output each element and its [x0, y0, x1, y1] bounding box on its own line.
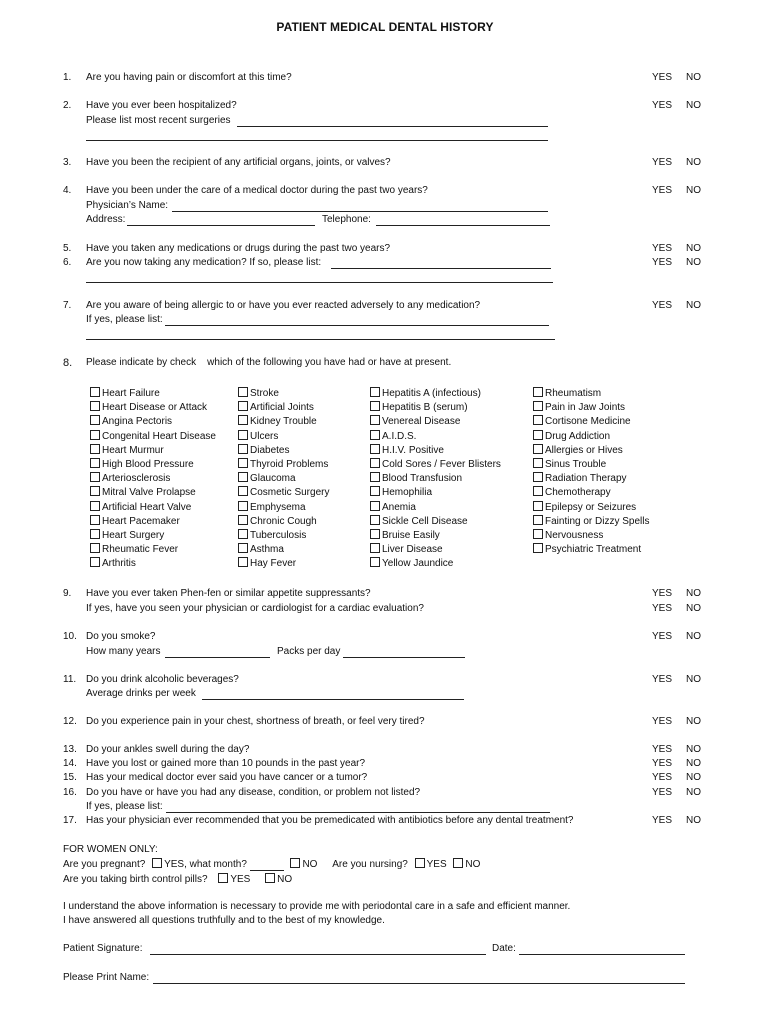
question-text: Have you been the recipient of any artificial organs, joints, or valves?	[86, 157, 391, 168]
condition-item[interactable]	[238, 529, 329, 543]
address-field[interactable]	[127, 225, 315, 226]
condition-checkbox[interactable]	[90, 501, 100, 511]
condition-checkbox[interactable]	[370, 529, 380, 539]
birth-control-no-label: NO	[277, 874, 293, 885]
years-label: How many years	[86, 646, 161, 657]
condition-label: Cold Sores / Fever Blisters	[382, 458, 501, 470]
no-option[interactable]: NO	[686, 744, 701, 755]
question-subtext: If yes, please list:	[86, 314, 163, 325]
question-number: 6.	[63, 257, 72, 268]
condition-checkbox[interactable]	[370, 472, 380, 482]
signature-field[interactable]	[150, 954, 486, 955]
no-option[interactable]: NO	[686, 300, 701, 311]
condition-label: Congenital Heart Disease	[102, 430, 216, 442]
condition-label: Hay Fever	[250, 558, 297, 570]
condition-checkbox[interactable]	[90, 415, 100, 425]
condition-checkbox[interactable]	[370, 543, 380, 553]
question-text: Do you smoke?	[86, 631, 156, 642]
question-text: Have you lost or gained more than 10 pounds in the past year?	[86, 758, 366, 769]
yes-option[interactable]: YES	[652, 157, 673, 168]
condition-checkbox[interactable]	[238, 557, 248, 567]
nursing-yes-label: YES	[426, 859, 447, 870]
condition-label: Artificial Heart Valve	[102, 501, 192, 513]
no-option[interactable]: NO	[686, 772, 701, 783]
no-option[interactable]: NO	[686, 72, 701, 83]
yes-option[interactable]: YES	[652, 744, 673, 755]
condition-checkbox[interactable]	[238, 472, 248, 482]
yes-option[interactable]: YES	[652, 72, 673, 83]
condition-checkbox[interactable]	[238, 401, 248, 411]
condition-label: Asthma	[250, 544, 284, 556]
condition-item[interactable]	[533, 458, 649, 472]
condition-checkbox[interactable]	[238, 486, 248, 496]
medication-field[interactable]	[331, 268, 551, 269]
birth-control-yes-label: YES	[230, 874, 251, 885]
question-number: 9.	[63, 588, 72, 599]
condition-item[interactable]	[533, 472, 649, 486]
condition-item[interactable]	[238, 501, 329, 515]
condition-checkbox[interactable]	[370, 387, 380, 397]
condition-item[interactable]	[238, 557, 329, 571]
question-text: Do you have or have you had any disease, condition, or problem not listed?	[86, 787, 421, 798]
yes-option[interactable]: YES	[652, 603, 673, 614]
condition-label: A.I.D.S.	[382, 430, 417, 442]
no-option[interactable]: NO	[686, 815, 701, 826]
condition-label: Bruise Easily	[382, 529, 440, 541]
condition-label: Thyroid Problems	[250, 458, 329, 470]
condition-label: Heart Murmur	[102, 444, 164, 456]
condition-label: Chronic Cough	[250, 515, 317, 527]
condition-label: Psychiatric Treatment	[545, 544, 642, 556]
condition-item[interactable]	[370, 415, 501, 429]
condition-label: High Blood Pressure	[102, 458, 194, 470]
condition-label: Yellow Jaundice	[382, 558, 454, 570]
condition-checkbox[interactable]	[533, 415, 543, 425]
condition-item[interactable]	[238, 515, 329, 529]
condition-checkbox[interactable]	[90, 486, 100, 496]
condition-checkbox[interactable]	[90, 472, 100, 482]
question-number: 3.	[63, 157, 72, 168]
condition-checkbox[interactable]	[238, 515, 248, 525]
question-number: 16.	[63, 787, 77, 798]
condition-checkbox[interactable]	[238, 444, 248, 454]
question-number: 2.	[63, 100, 72, 111]
condition-label: Blood Transfusion	[382, 473, 463, 485]
condition-item[interactable]	[238, 543, 329, 557]
pregnant-no-checkbox[interactable]	[290, 858, 300, 868]
condition-checkbox[interactable]	[370, 444, 380, 454]
condition-label: Fainting or Dizzy Spells	[545, 515, 650, 527]
no-option[interactable]: NO	[686, 674, 701, 685]
question-number: 12.	[63, 716, 77, 727]
no-option[interactable]: NO	[686, 603, 701, 614]
conditions-column-2	[238, 387, 329, 571]
print-name-field[interactable]	[153, 983, 685, 984]
condition-item[interactable]	[370, 543, 501, 557]
condition-label: Heart Disease or Attack	[102, 402, 208, 414]
statement-line-2: I have answered all questions truthfully and to the best of my knowledge.	[63, 915, 385, 926]
yes-option[interactable]: YES	[652, 100, 673, 111]
question-number: 5.	[63, 243, 72, 254]
birth-control-yes-checkbox[interactable]	[218, 873, 228, 883]
condition-label: Hepatitis B (serum)	[382, 402, 468, 414]
condition-label: Hemophilia	[382, 487, 433, 499]
women-heading: FOR WOMEN ONLY:	[63, 844, 158, 855]
nursing-no-label: NO	[465, 859, 481, 870]
condition-label: Mitral Valve Prolapse	[102, 487, 196, 499]
print-name-label: Please Print Name:	[63, 972, 150, 983]
condition-item[interactable]	[370, 387, 501, 401]
yes-option[interactable]: YES	[652, 185, 673, 196]
condition-item[interactable]	[533, 444, 649, 458]
pregnant-yes-checkbox[interactable]	[152, 858, 162, 868]
condition-item[interactable]	[370, 501, 501, 515]
question-text: Have you taken any medications or drugs during the past two years?	[86, 243, 391, 254]
condition-label: Chemotherapy	[545, 487, 611, 499]
condition-checkbox[interactable]	[370, 430, 380, 440]
no-option[interactable]: NO	[686, 758, 701, 769]
condition-checkbox[interactable]	[90, 515, 100, 525]
condition-checkbox[interactable]	[533, 458, 543, 468]
yes-option[interactable]: YES	[652, 758, 673, 769]
condition-checkbox[interactable]	[238, 543, 248, 553]
condition-item[interactable]	[90, 557, 216, 571]
condition-item[interactable]	[533, 501, 649, 515]
question-text: Have you ever taken Phen-fen or similar appetite suppressants?	[86, 588, 371, 599]
condition-checkbox[interactable]	[533, 444, 543, 454]
no-option[interactable]: NO	[686, 787, 701, 798]
condition-label: Kidney Trouble	[250, 416, 317, 428]
pregnant-no-label: NO	[302, 859, 318, 870]
condition-label: Emphysema	[250, 501, 306, 513]
condition-checkbox[interactable]	[238, 458, 248, 468]
question-number: 10.	[63, 631, 77, 642]
packs-label: Packs per day	[277, 646, 341, 657]
yes-month-label: YES, what month?	[164, 859, 247, 870]
yes-option[interactable]: YES	[652, 257, 673, 268]
condition-checkbox[interactable]	[370, 415, 380, 425]
condition-item[interactable]	[90, 486, 216, 500]
pregnant-label: Are you pregnant?	[63, 859, 146, 870]
condition-checkbox[interactable]	[90, 401, 100, 411]
no-option[interactable]: NO	[686, 157, 701, 168]
question-number: 11.	[63, 674, 77, 685]
condition-item[interactable]	[238, 458, 329, 472]
women-row-1	[63, 858, 480, 871]
condition-item[interactable]	[370, 529, 501, 543]
condition-item[interactable]	[90, 444, 216, 458]
question-subtext: If yes, please list:	[86, 801, 163, 812]
condition-label: Cortisone Medicine	[545, 416, 631, 428]
condition-item[interactable]	[238, 472, 329, 486]
condition-label: Angina Pectoris	[102, 416, 173, 428]
question-text: Are you aware of being allergic to or have you ever reacted adversely to any medication?	[86, 300, 481, 311]
condition-item[interactable]	[90, 401, 216, 415]
yes-option[interactable]: YES	[652, 815, 673, 826]
condition-checkbox[interactable]	[370, 501, 380, 511]
condition-label: Arthritis	[102, 558, 136, 570]
condition-item[interactable]	[370, 430, 501, 444]
condition-checkbox[interactable]	[533, 401, 543, 411]
physician-name-field[interactable]	[172, 211, 548, 212]
question-number: 15.	[63, 772, 77, 783]
condition-checkbox[interactable]	[533, 529, 543, 539]
condition-label: Nervousness	[545, 529, 604, 541]
question-text: Has your medical doctor ever said you have cancer or a tumor?	[86, 772, 368, 783]
condition-item[interactable]	[90, 501, 216, 515]
condition-checkbox[interactable]	[370, 515, 380, 525]
question-text: Are you now taking any medication? If so, please list:	[86, 257, 322, 268]
condition-item[interactable]	[370, 486, 501, 500]
other-condition-field[interactable]	[166, 812, 550, 813]
condition-item[interactable]	[533, 529, 649, 543]
condition-item[interactable]	[90, 458, 216, 472]
condition-item[interactable]	[90, 515, 216, 529]
condition-checkbox[interactable]	[533, 543, 543, 553]
question-number: 13.	[63, 744, 77, 755]
condition-checkbox[interactable]	[370, 486, 380, 496]
condition-item[interactable]	[533, 415, 649, 429]
condition-item[interactable]	[90, 415, 216, 429]
question-number: 8.	[63, 357, 73, 369]
yes-option[interactable]: YES	[652, 631, 673, 642]
no-option[interactable]: NO	[686, 588, 701, 599]
condition-item[interactable]	[238, 430, 329, 444]
condition-item[interactable]	[370, 557, 501, 571]
yes-option[interactable]: YES	[652, 787, 673, 798]
nursing-yes-checkbox[interactable]	[415, 858, 425, 868]
years-field[interactable]	[165, 657, 270, 658]
condition-label: Anemia	[382, 501, 416, 513]
question-text: Do you experience pain in your chest, shortness of breath, or feel very tired?	[86, 716, 425, 727]
condition-label: Stroke	[250, 388, 279, 399]
month-field[interactable]	[250, 859, 284, 871]
condition-label: Drug Addiction	[545, 430, 611, 442]
no-option[interactable]: NO	[686, 243, 701, 254]
condition-item[interactable]	[533, 401, 649, 415]
condition-label: Cosmetic Surgery	[250, 487, 330, 499]
condition-checkbox[interactable]	[90, 557, 100, 567]
condition-checkbox[interactable]	[370, 401, 380, 411]
condition-item[interactable]	[533, 387, 649, 401]
conditions-column-4	[533, 387, 649, 557]
nursing-no-checkbox[interactable]	[453, 858, 463, 868]
question-text: Have you ever been hospitalized?	[86, 100, 237, 111]
telephone-field[interactable]	[376, 225, 550, 226]
women-row-2	[63, 873, 292, 885]
condition-checkbox[interactable]	[238, 387, 248, 397]
condition-label: Ulcers	[250, 430, 279, 442]
signature-label: Patient Signature:	[63, 943, 143, 954]
condition-checkbox[interactable]	[370, 458, 380, 468]
conditions-column-1	[90, 387, 216, 571]
condition-item[interactable]	[533, 543, 649, 557]
condition-checkbox[interactable]	[90, 529, 100, 539]
question-subtext: If yes, have you seen your physician or cardiologist for a cardiac evaluation?	[86, 603, 424, 614]
allergy-field-line2[interactable]	[86, 339, 555, 340]
condition-checkbox[interactable]	[238, 529, 248, 539]
condition-label: Liver Disease	[382, 544, 443, 556]
condition-item[interactable]	[238, 444, 329, 458]
condition-item[interactable]	[90, 543, 216, 557]
question-text: Please indicate by check which of the following you have had or have at present.	[86, 357, 452, 368]
condition-checkbox[interactable]	[238, 430, 248, 440]
telephone-label: Telephone:	[322, 214, 371, 225]
no-option[interactable]: NO	[686, 185, 701, 196]
question-number: 4.	[63, 185, 72, 196]
question-subtext: Average drinks per week	[86, 688, 196, 699]
condition-item[interactable]	[533, 430, 649, 444]
question-number: 7.	[63, 300, 72, 311]
condition-label: Epilepsy or Seizures	[545, 501, 637, 513]
date-label: Date:	[492, 943, 516, 954]
birth-control-no-checkbox[interactable]	[265, 873, 275, 883]
allergy-field[interactable]	[165, 325, 549, 326]
question-text: Do your ankles swell during the day?	[86, 744, 250, 755]
condition-label: Hepatitis A (infectious)	[382, 388, 481, 399]
no-option[interactable]: NO	[686, 716, 701, 727]
birth-control-label: Are you taking birth control pills?	[63, 874, 208, 885]
condition-item[interactable]	[90, 529, 216, 543]
condition-checkbox[interactable]	[90, 387, 100, 397]
page-title: PATIENT MEDICAL DENTAL HISTORY	[276, 20, 494, 34]
question-number: 1.	[63, 72, 72, 83]
medication-field-line2[interactable]	[86, 282, 553, 283]
condition-checkbox[interactable]	[90, 458, 100, 468]
condition-label: Radiation Therapy	[545, 473, 627, 485]
question-text: Has your physician ever recommended that you be premedicated with antibiotics before any dental treatment?	[86, 815, 574, 826]
condition-item[interactable]	[90, 387, 216, 401]
conditions-column-3	[370, 387, 501, 571]
no-option[interactable]: NO	[686, 257, 701, 268]
yes-option[interactable]: YES	[652, 243, 673, 254]
surgeries-field[interactable]	[237, 126, 548, 127]
condition-checkbox[interactable]	[533, 486, 543, 496]
condition-checkbox[interactable]	[238, 501, 248, 511]
condition-label: Rheumatism	[545, 388, 602, 399]
condition-item[interactable]	[238, 387, 329, 401]
yes-option[interactable]: YES	[652, 716, 673, 727]
condition-checkbox[interactable]	[370, 557, 380, 567]
drinks-field[interactable]	[202, 699, 464, 700]
date-field[interactable]	[519, 954, 685, 955]
question-text: Have you been under the care of a medical doctor during the past two years?	[86, 185, 428, 196]
condition-label: Venereal Disease	[382, 416, 461, 428]
question-number: 14.	[63, 758, 77, 769]
condition-checkbox[interactable]	[533, 387, 543, 397]
condition-item[interactable]	[90, 472, 216, 486]
nursing-label: Are you nursing?	[332, 859, 408, 870]
condition-label: H.I.V. Positive	[382, 444, 444, 456]
condition-label: Heart Failure	[102, 388, 160, 399]
statement-line-1: I understand the above information is necessary to provide me with periodontal care in a safe and efficient manner.	[63, 901, 571, 912]
question-text: Are you having pain or discomfort at this time?	[86, 72, 292, 83]
no-option[interactable]: NO	[686, 631, 701, 642]
condition-item[interactable]	[370, 401, 501, 415]
condition-item[interactable]	[533, 486, 649, 500]
condition-checkbox[interactable]	[90, 543, 100, 553]
condition-label: Allergies or Hives	[545, 444, 623, 456]
yes-option[interactable]: YES	[652, 300, 673, 311]
condition-label: Glaucoma	[250, 473, 296, 485]
condition-checkbox[interactable]	[533, 501, 543, 511]
surgeries-field-line2[interactable]	[86, 140, 548, 141]
condition-item[interactable]	[370, 444, 501, 458]
question-number: 17.	[63, 815, 77, 826]
no-option[interactable]: NO	[686, 100, 701, 111]
condition-item[interactable]	[370, 515, 501, 529]
yes-option[interactable]: YES	[652, 674, 673, 685]
condition-label: Sinus Trouble	[545, 458, 607, 470]
condition-item[interactable]	[533, 515, 649, 529]
condition-item[interactable]	[90, 430, 216, 444]
condition-checkbox[interactable]	[238, 415, 248, 425]
yes-option[interactable]: YES	[652, 588, 673, 599]
question-subtext: Please list most recent surgeries	[86, 115, 231, 126]
condition-label: Heart Pacemaker	[102, 515, 180, 527]
condition-checkbox[interactable]	[533, 430, 543, 440]
condition-item[interactable]	[238, 401, 329, 415]
condition-checkbox[interactable]	[533, 472, 543, 482]
condition-item[interactable]	[238, 486, 329, 500]
condition-item[interactable]	[370, 472, 501, 486]
packs-field[interactable]	[343, 657, 465, 658]
condition-label: Heart Surgery	[102, 529, 165, 541]
condition-label: Tuberculosis	[250, 529, 307, 541]
condition-checkbox[interactable]	[533, 515, 543, 525]
yes-option[interactable]: YES	[652, 772, 673, 783]
condition-item[interactable]	[238, 415, 329, 429]
condition-item[interactable]	[370, 458, 501, 472]
condition-label: Pain in Jaw Joints	[545, 402, 626, 414]
condition-label: Artificial Joints	[250, 402, 314, 414]
condition-checkbox[interactable]	[90, 430, 100, 440]
condition-checkbox[interactable]	[90, 444, 100, 454]
condition-label: Sickle Cell Disease	[382, 515, 468, 527]
question-text: Do you drink alcoholic beverages?	[86, 674, 239, 685]
condition-label: Arteriosclerosis	[102, 473, 171, 485]
condition-label: Diabetes	[250, 444, 290, 456]
condition-label: Rheumatic Fever	[102, 544, 179, 556]
physician-name-label: Physician’s Name:	[86, 200, 169, 211]
address-label: Address:	[86, 214, 126, 225]
